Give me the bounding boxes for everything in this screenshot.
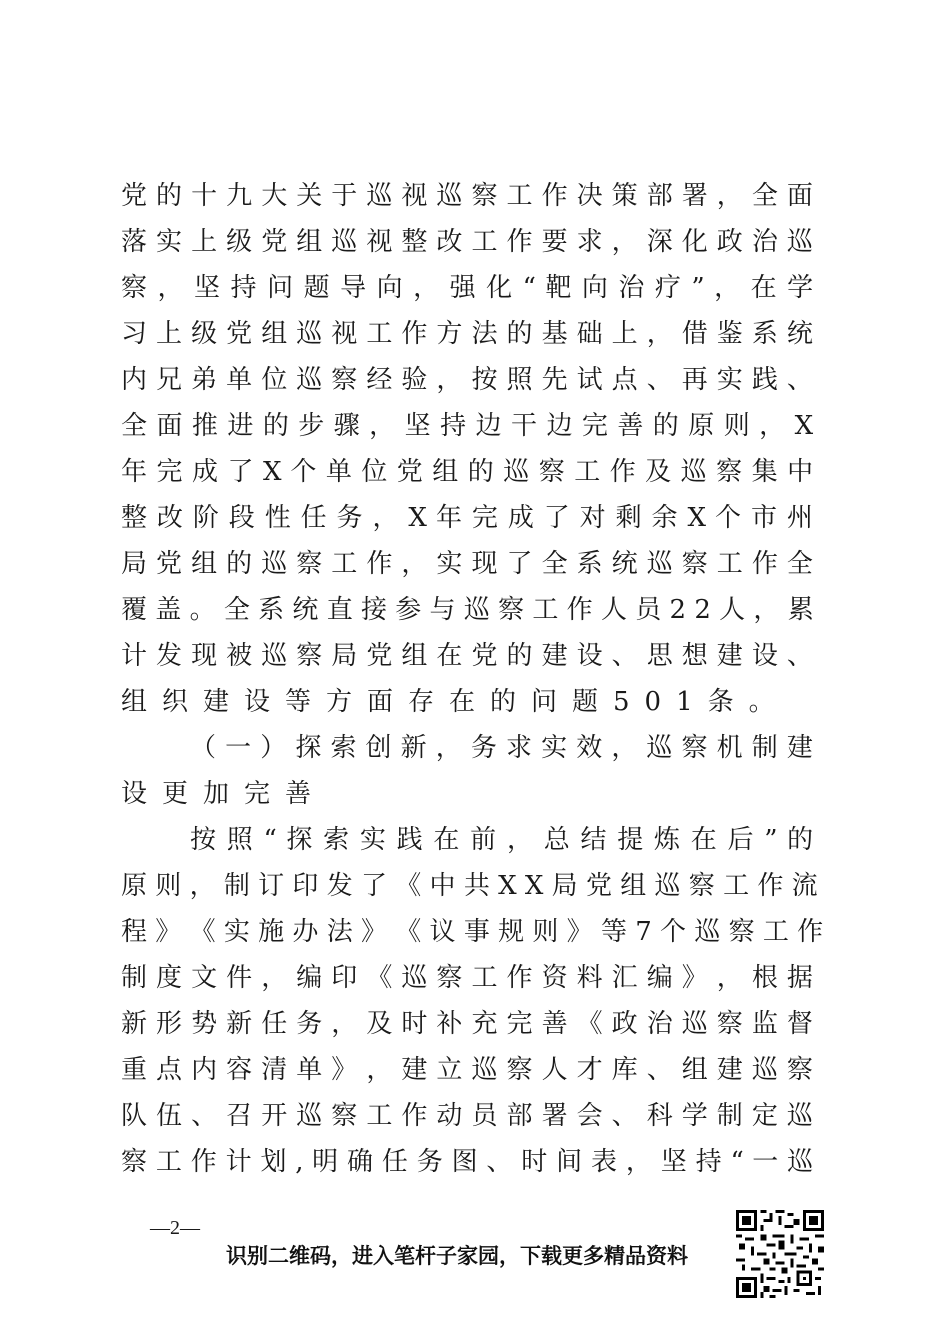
body-text-line: 计 发 现 被 巡 察 局 党 组 在 党 的 建 设 、 思 想 建 设 、: [121, 641, 813, 671]
body-text-line: 组织建设等方面存在的问题501条。: [121, 687, 790, 717]
qr-code-icon[interactable]: [736, 1210, 824, 1298]
body-text-line: 按 照 “ 探 索 实 践 在 前 ， 总 结 提 炼 在 后 ” 的: [190, 825, 814, 855]
body-text-line: 重 点 内 容 清 单 》 ， 建 立 巡 察 人 才 库 、 组 建 巡 察: [121, 1055, 813, 1085]
section-heading-line: （ 一 ） 探 索 创 新 ， 务 求 实 效 ， 巡 察 机 制 建: [190, 733, 813, 763]
body-text-line: 制 度 文 件 ， 编 印 《 巡 察 工 作 资 料 汇 编 》 ， 根 据: [121, 963, 813, 993]
body-text-line: 新 形 势 新 任 务 ， 及 时 补 充 完 善 《 政 治 巡 察 监 督: [121, 1009, 813, 1039]
body-text-line: 察 ， 坚 持 问 题 导 向 ， 强 化 “ 靶 向 治 疗 ” ， 在 学: [121, 273, 814, 303]
body-text-line: 年 完 成 了 X 个 单 位 党 组 的 巡 察 工 作 及 巡 察 集 中: [121, 457, 814, 487]
body-text-line: 队 伍 、 召 开 巡 察 工 作 动 员 部 署 会 、 科 学 制 定 巡: [121, 1101, 813, 1131]
body-text-line: 全 面 推 进 的 步 骤 ， 坚 持 边 干 边 完 善 的 原 则 ， X: [121, 411, 814, 441]
body-text-line: 落 实 上 级 党 组 巡 视 整 改 工 作 要 求 ， 深 化 政 治 巡: [121, 227, 813, 257]
section-heading-line: 设更加完善: [121, 779, 327, 809]
body-text-line: 局 党 组 的 巡 察 工 作 ， 实 现 了 全 系 统 巡 察 工 作 全: [121, 549, 813, 579]
body-text-line: 覆 盖 。 全 系 统 直 接 参 与 巡 察 工 作 人 员 2 2 人 ， 累: [121, 595, 814, 625]
body-text-line: 内 兄 弟 单 位 巡 察 经 验 ， 按 照 先 试 点 、 再 实 践 、: [121, 365, 813, 395]
body-text-line: 整 改 阶 段 性 任 务 ， X 年 完 成 了 对 剩 余 X 个 市 州: [121, 503, 813, 533]
body-text-line: 程 》 《 实 施 办 法 》 《 议 事 规 则 》 等 7 个 巡 察 工 作: [121, 917, 824, 947]
body-text-line: 察 工 作 计 划 , 明 确 任 务 图 、 时 间 表 ， 坚 持 “ 一 巡: [121, 1147, 814, 1177]
body-text-line: 原 则 ， 制 订 印 发 了 《 中 共 X X 局 党 组 巡 察 工 作 流: [121, 871, 818, 901]
page-number: —2—: [150, 1217, 200, 1239]
body-text-line: 党 的 十 九 大 关 于 巡 视 巡 察 工 作 决 策 部 署 ， 全 面: [121, 181, 813, 211]
body-text-line: 习 上 级 党 组 巡 视 工 作 方 法 的 基 础 上 ， 借 鉴 系 统: [121, 319, 813, 349]
footer-promo-text: 识别二维码，进入笔杆子家园，下载更多精品资料: [226, 1244, 688, 1268]
